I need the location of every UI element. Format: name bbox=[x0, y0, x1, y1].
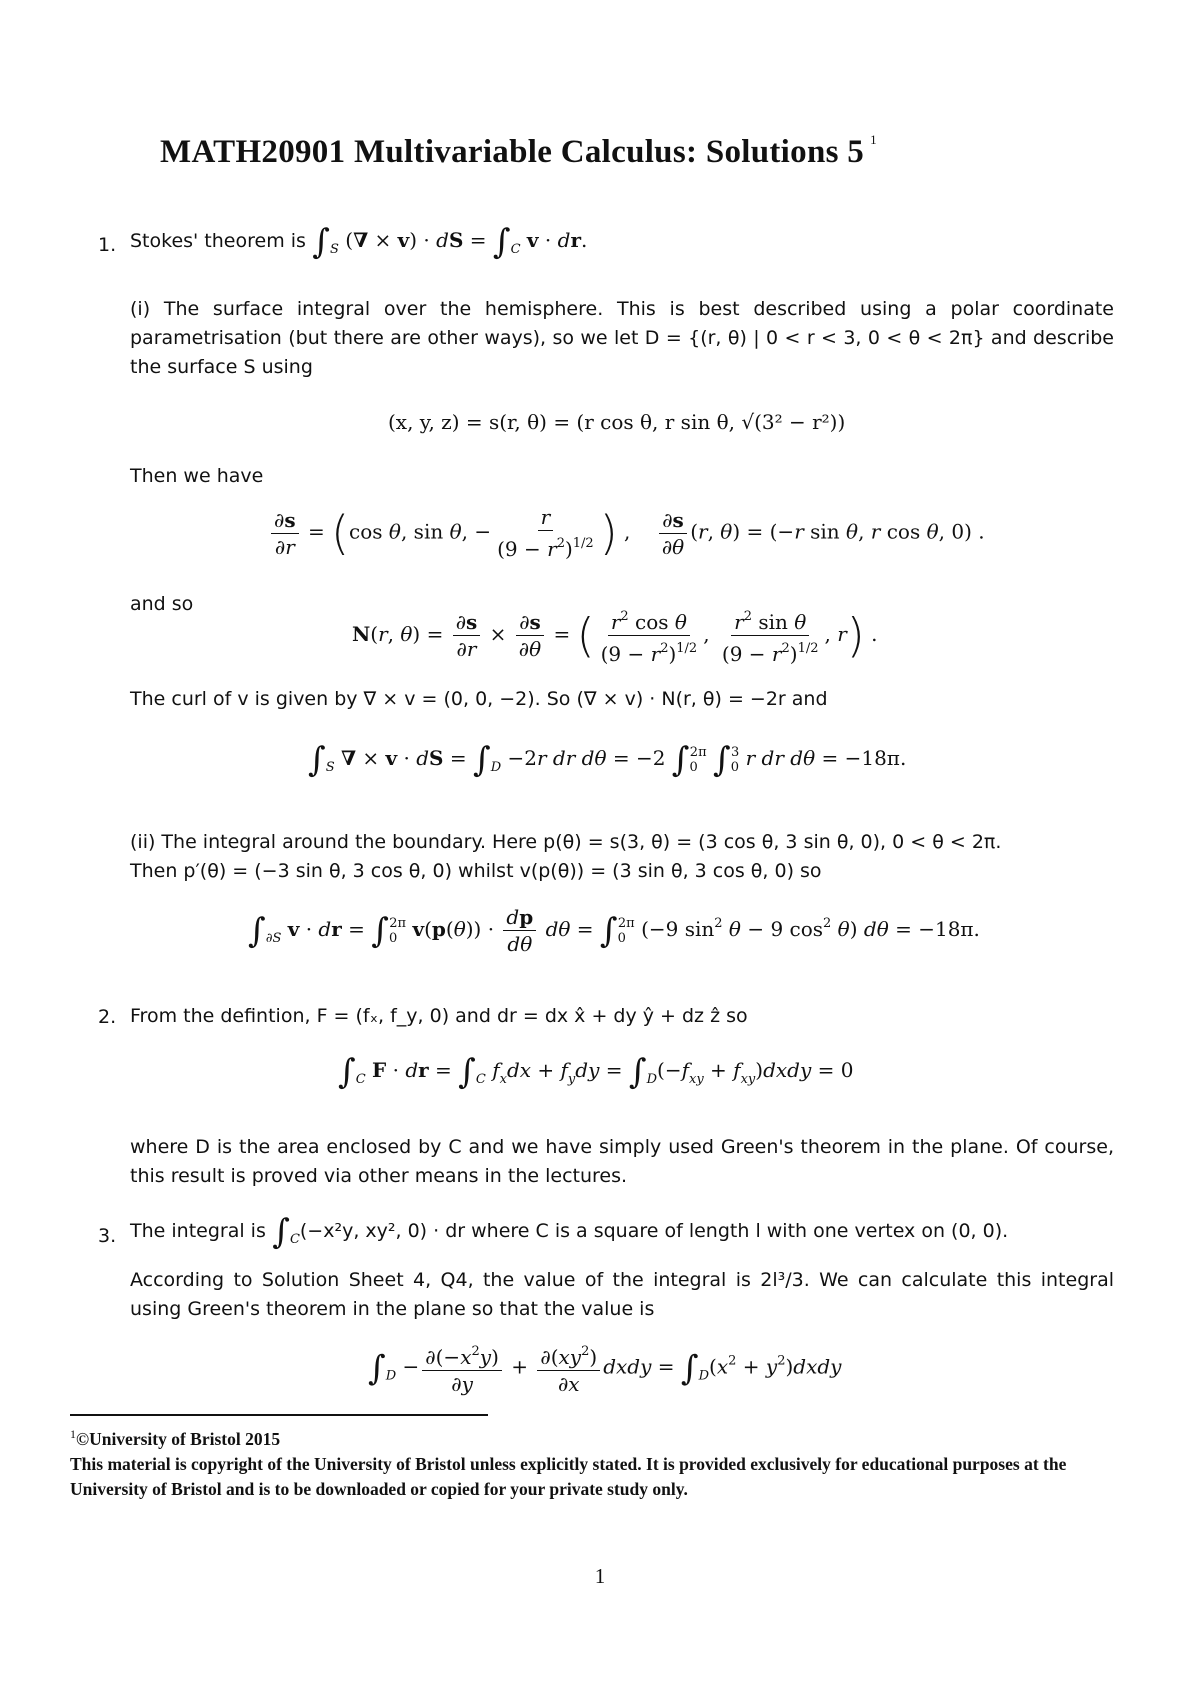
question-number-1: 1. bbox=[98, 234, 117, 256]
q2-greens-equation: $\int_C$ F · dr = $\int_C$ $f_xdx + f_ydy = \int_D(-f_{xy}$ + $f_{xy})dxdy = 0$ bbox=[338, 1052, 854, 1092]
q3-intro-a: The integral is bbox=[130, 1220, 266, 1242]
stokes-theorem-statement: Stokes' theorem is $\int_S$ (∇ × v) · dS = $\int_C$ v · dr. bbox=[130, 222, 588, 262]
page-number: 1 bbox=[594, 1564, 606, 1588]
then-we-have-text: Then we have bbox=[130, 465, 264, 487]
q1-part-ii-line2: Then p′(θ) = (−3 sin θ, 3 cos θ, 0) whilst v(p(θ)) = (3 sin θ, 3 cos θ, 0) so bbox=[130, 860, 822, 882]
line-integral-result: $\int_{\partial S}$ v · dr = $\int_0^{2\pi}$ v(p(θ)) · $\frac{dp}{d\theta}$ $d\theta = \int_0^{2\pi}$ (−9 $\sin^2 \theta - 9$ $\cos^2 \theta$) dθ = −18π. bbox=[248, 905, 980, 956]
q3-intro-line: The integral is $\int_C(-x^2y$, xy², 0) · dr where C is a square of length l with one vertex on (0, 0). bbox=[130, 1212, 1009, 1252]
q1-part-i-paragraph: (i) The surface integral over the hemisphere. This is best described using a polar coordinate parametrisation (but there are other ways), so we let D = {(r, θ) | 0 < r < 3, 0 < θ < 2π} and describe the surface S using bbox=[130, 298, 1114, 378]
surface-parametrisation: (x, y, z) = s(r, θ) = (r cos θ, r sin θ, √(3² − r²)) bbox=[388, 410, 846, 434]
question-number-2: 2. bbox=[98, 1006, 117, 1028]
footnote-number: 1 bbox=[70, 1427, 76, 1441]
and-so-text: and so bbox=[130, 593, 194, 615]
q3-intro-b: (−x²y, xy², 0) · dr where C is a square of length l with one vertex on (0, 0). bbox=[299, 1220, 1009, 1242]
stokes-intro-text: Stokes' theorem is bbox=[130, 230, 306, 252]
question-number-3: 3. bbox=[98, 1225, 117, 1247]
curl-line: The curl of v is given by ∇ × v = (0, 0, −2). So (∇ × v) · N(r, θ) = −2r and bbox=[130, 688, 828, 710]
footnote bbox=[70, 1422, 1120, 1502]
partial-derivatives-equation: $\frac{\partial s}{\partial r}$ = (cos θ, sin θ, − $\frac{r}{(9 - r^2)^{1/2}}$ ) , $\frac{\partial s}{\partial\theta}$ (r, θ) = (−r sin θ, r cos θ, 0) . bbox=[268, 505, 985, 561]
footnote-copyright: ©University of Bristol 2015 bbox=[76, 1428, 281, 1449]
footnote-rule bbox=[70, 1414, 488, 1416]
page-title: MATH20901 Multivariable Calculus: Solutions 5 $^1$ bbox=[160, 132, 877, 170]
q1-part-ii-line1: (ii) The integral around the boundary. Here p(θ) = s(3, θ) = (3 cos θ, 3 sin θ, 0), 0 < θ < 2π. bbox=[130, 831, 1002, 853]
normal-vector-equation: N(r, θ) = $\frac{\partial s}{\partial r}$ × $\frac{\partial s}{\partial\theta}$ = ( $\frac{r^2 \cos \theta}{(9 - r^2)^{1/2}}$ , $\frac{r^2 \sin \theta}{(9 - r^2)^{1/2}}$ , r) . bbox=[352, 605, 877, 666]
footnote-mark: 1 bbox=[870, 132, 877, 147]
footnote-body: This material is copyright of the University of Bristol unless explicitly stated. It is provided exclusively for educational purposes at the University of Bristol and is to be downloaded or copied for your private study only. bbox=[70, 1453, 1067, 1499]
surface-integral-result: $\int_S$ ∇ × v · dS = $\int_D -2r$ dr dθ = −2 $\int_0^{2\pi}$ $\int_0^3$ r dr dθ = −18π. bbox=[308, 740, 907, 780]
q2-intro: From the defintion, F = (fₓ, f_y, 0) and dr = dx x̂ + dy ŷ + dz ẑ so bbox=[130, 1005, 748, 1027]
q3-greens-equation: $\int_D$ − $\frac{\partial(-x^2y)}{\partial y}$ + $\frac{\partial(xy^2)}{\partial x}$ dxdy = $\int_D(x^2$ + $y^2)dxdy$ bbox=[368, 1340, 841, 1396]
q2-after-text: where D is the area enclosed by C and we have simply used Green's theorem in the plane. Of course, this result is proved via other means in the lectures. bbox=[130, 1136, 1114, 1187]
q3-line2: According to Solution Sheet 4, Q4, the value of the integral is 2l³/3. We can calculate this integral using Green's theorem in the plane so that the value is bbox=[130, 1269, 1114, 1320]
